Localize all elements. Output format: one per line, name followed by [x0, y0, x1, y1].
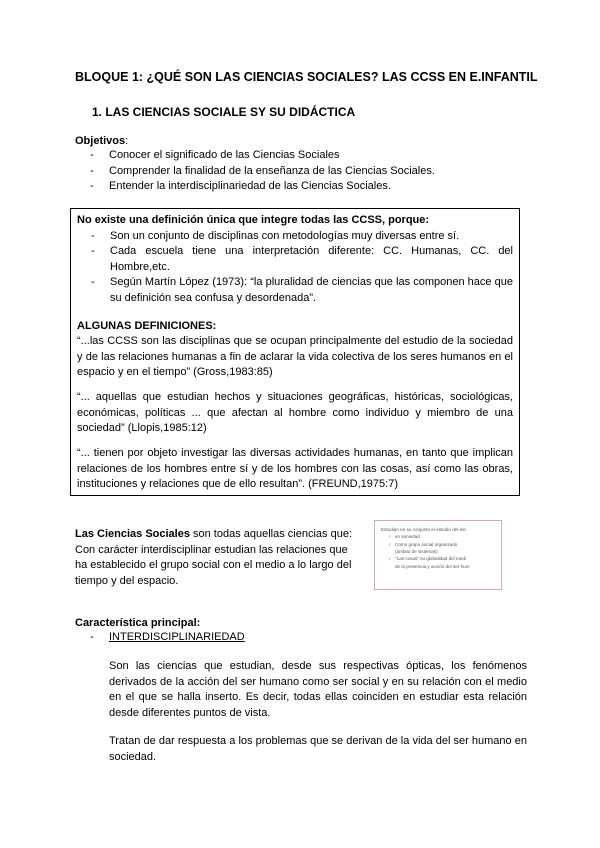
body-paragraph: Son las ciencias que estudian, desde sus respectivas ópticas, los fenómenos derivados de la acción del ser humano como ser social y en su relación con el medio en el que se halla inserto. Es decir, todas ellas coinciden en estudiar esta relación desde diferentes puntos de vista.: [109, 660, 527, 719]
list-item: - Entender la interdisciplinariedad de las Ciencias Sociales.: [90, 179, 435, 195]
list-item: - Conocer el significado de las Ciencias Sociales: [90, 148, 435, 164]
thumbnail-line: Estudian en su conjunto el estudio del ser: [381, 527, 467, 532]
list-item: - Son un conjunto de disciplinas con metodologías muy diversas entre sí.: [91, 229, 513, 245]
ciencias-sociales-text: son todas aquellas ciencias que: Con carácter interdisciplinar estudian las relaciones que ha establecido el grupo social con el medio a lo largo del tiempo y del espacio.: [75, 528, 353, 587]
characteristic-list: [90, 630, 245, 646]
objectives-list: [90, 148, 435, 195]
body-paragraph: Tratan de dar respuesta a los problemas que se derivan de la vida del ser humano en sociedad.: [109, 735, 527, 763]
list-item: - Según Martín López (1973): “la pluralidad de ciencias que las componen hace que su definición sea confusa y desordenada”.: [91, 275, 513, 306]
characteristic-heading: Característica principal:: [75, 617, 201, 629]
thumbnail-line: ✓ en sociedad: [381, 533, 495, 540]
embedded-image-thumbnail: [374, 520, 502, 590]
definition-quote: “... tienen por objeto investigar las diversas actividades humanas, en tanto que implican relaciones de los hombres entre sí y de los hombres con las cosas, así como las obras, instituciones y relaciones que de ello resultan”. (FREUND,1975:7): [77, 446, 513, 491]
main-title: BLOQUE 1: ¿QUÉ SON LAS CIENCIAS SOCIALES? LAS CCSS EN E.INFANTIL: [75, 70, 538, 84]
objectives-heading-colon: :: [125, 135, 129, 147]
box-heading: No existe una definición única que integre todas las CCSS, porque:: [77, 214, 430, 226]
section-title: 1. LAS CIENCIAS SOCIALE SY SU DIDÁCTICA: [92, 105, 356, 119]
definition-quote: “...las CCSS son las disciplinas que se ocupan principalmente del estudio de la sociedad y de las relaciones humanas a fin de aclarar la vida colectiva de los seres humanos en el espacio y en el tiempo” (Gross,1983:85): [77, 335, 513, 379]
objectives-heading-label: Objetivos: [75, 135, 126, 147]
thumbnail-line: ✓ Como grupo social organizado: [381, 541, 495, 548]
ciencias-sociales-term: Las Ciencias Sociales: [75, 528, 190, 540]
thumbnail-line: (ámbito de sistemas): [395, 549, 438, 555]
box-list: [91, 229, 513, 307]
list-item: - Cada escuela tiene una interpretación diferente: CC. Humanas, CC. del Hombre,etc.: [91, 244, 513, 275]
thumbnail-line: ✓ "Las cosas" su globalidad del medi: [381, 555, 495, 562]
list-item: - Comprender la finalidad de la enseñanza de las Ciencias Sociales.: [90, 164, 435, 180]
definitions-box: [70, 208, 520, 496]
ciencias-sociales-paragraph: [75, 527, 360, 589]
definition-quote: “... aquellas que estudian hechos y situaciones geográficas, históricas, sociológicas, económicas, políticas ... que afectan al hombre como individuo y miembro de una sociedad” (Llopis,1985:12): [77, 391, 513, 435]
list-item: - INTERDISCIPLINARIEDAD: [90, 630, 245, 646]
thumbnail-line: de la presencia y acción del ser hum: [395, 563, 470, 569]
definitions-heading: ALGUNAS DEFINICIONES:: [77, 319, 217, 332]
